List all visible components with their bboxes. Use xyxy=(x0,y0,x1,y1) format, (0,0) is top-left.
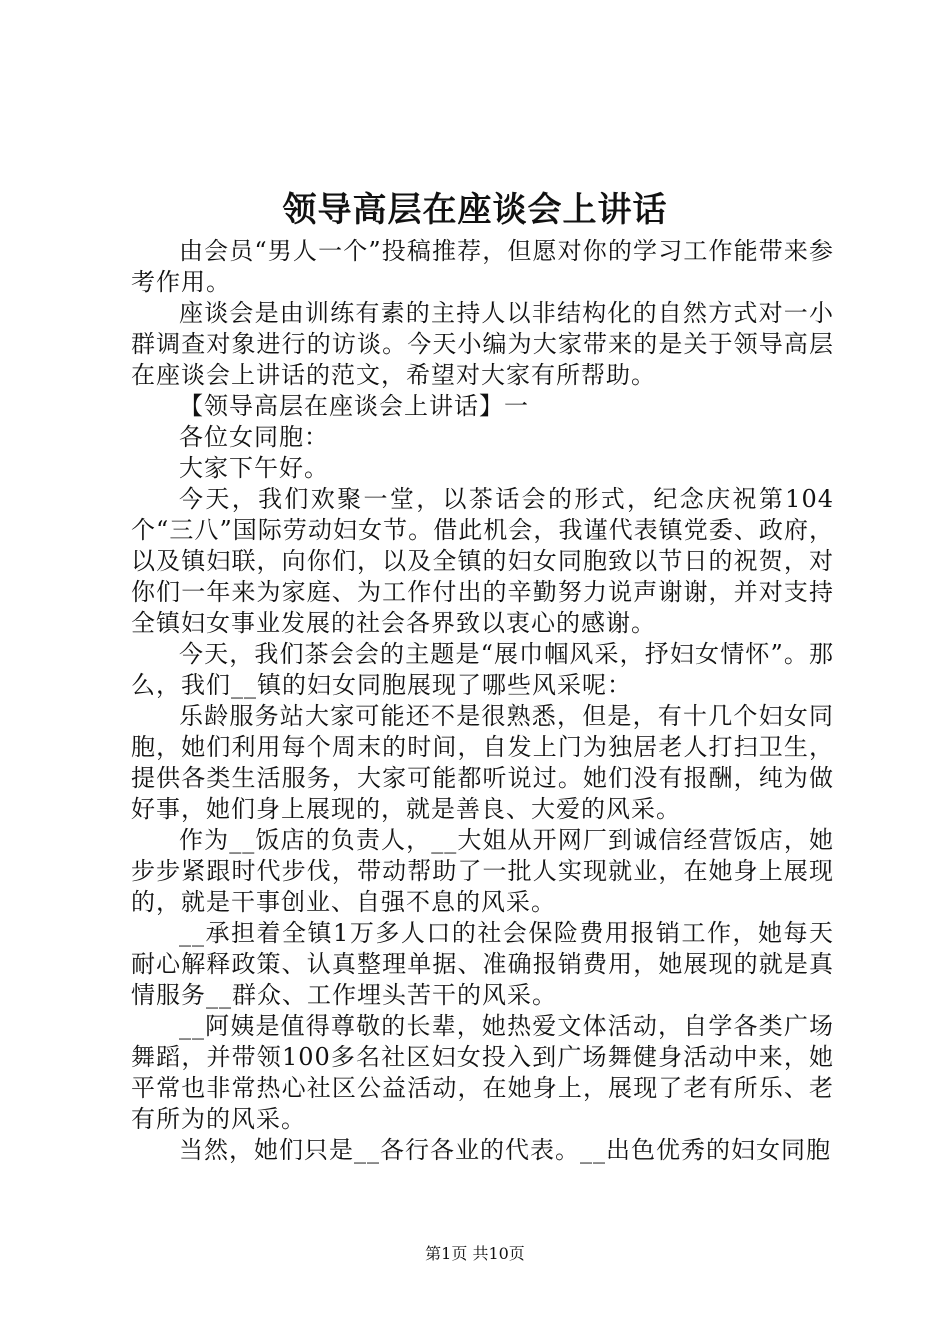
paragraph-section-heading: 【领导高层在座谈会上讲话】一 xyxy=(179,392,529,420)
paragraph-definition: 座谈会是由训练有素的主持人以非结构化的自然方式对一小群调查对象进行的访谈。今天小编为大家带来的是关于领导高层在座谈会上讲话的范文，希望对大家有所帮助。 xyxy=(131,299,834,389)
paragraph-intro: 由会员“男人一个”投稿推荐，但愿对你的学习工作能带来参考作用。 xyxy=(131,237,834,296)
paragraph-insurance: __承担着全镇1万多人口的社会保险费用报销工作，她每天耐心解释政策、认真整理单据、准确报销费用，她展现的就是真情服务__群众、工作埋头苦干的风采。 xyxy=(131,919,834,1009)
paragraph-opening: 今天，我们欢聚一堂，以茶话会的形式，纪念庆祝第104个“三八”国际劳动妇女节。借此机会，我谨代表镇党委、政府，以及镇妇联，向你们，以及全镇的妇女同胞致以节日的祝贺，对你们一年来为家庭、为工作付出的辛勤努力说声谢谢，并对支持全镇妇女事业发展的社会各界致以衷心的感谢。 xyxy=(131,485,834,637)
page-number-footer: 第1页 共10页 xyxy=(425,1244,525,1263)
paragraph-restaurant: 作为__饭店的负责人，__大姐从开网厂到诚信经营饭店，她步步紧跟时代步伐，带动帮助了一批人实现就业，在她身上展现的，就是干事创业、自强不息的风采。 xyxy=(131,826,834,916)
paragraph-salutation: 各位女同胞： xyxy=(179,423,329,451)
paragraph-theme: 今天，我们茶会会的主题是“展巾帼风采，抒妇女情怀”。那么，我们__镇的妇女同胞展现了哪些风采呢： xyxy=(131,640,834,699)
paragraph-closing: 当然，她们只是__各行各业的代表。__出色优秀的妇女同胞 xyxy=(179,1136,831,1164)
paragraph-greeting: 大家下午好。 xyxy=(179,454,329,482)
paragraph-service-station: 乐龄服务站大家可能还不是很熟悉，但是，有十几个妇女同胞，她们利用每个周末的时间，自发上门为独居老人打扫卫生，提供各类生活服务，大家可能都听说过。她们没有报酬，纯为做好事，她们身上展现的，就是善良、大爱的风采。 xyxy=(131,702,834,823)
paragraph-square-dance: __阿姨是值得尊敬的长辈，她热爱文体活动，自学各类广场舞蹈，并带领100多名社区妇女投入到广场舞健身活动中来，她平常也非常热心社区公益活动，在她身上，展现了老有所乐、老有所为的风采。 xyxy=(131,1012,834,1133)
document-body xyxy=(131,236,834,1166)
document-title: 领导高层在座谈会上讲话 xyxy=(282,190,668,230)
